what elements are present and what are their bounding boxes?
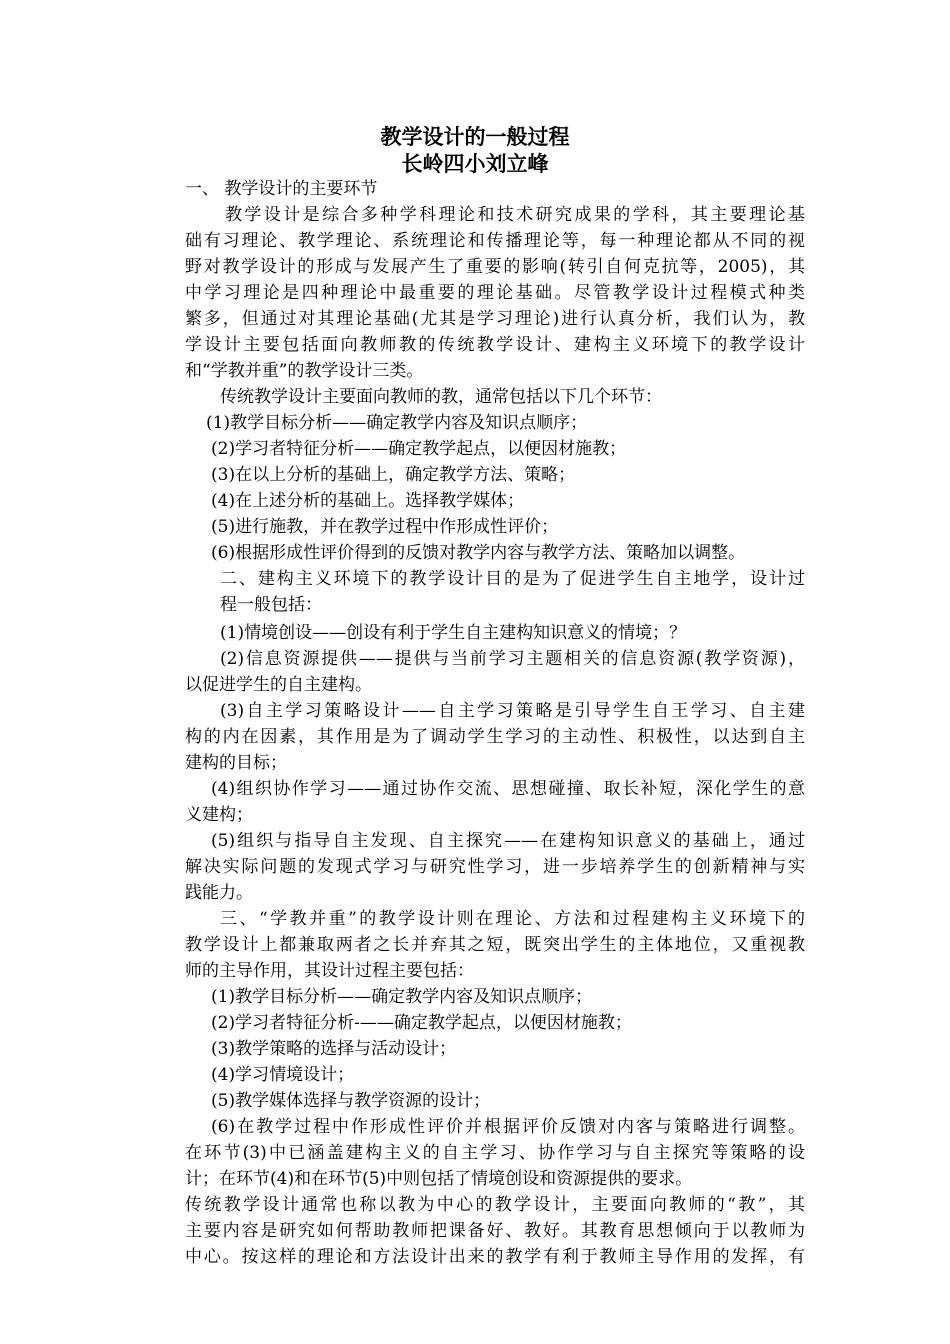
text-line: 践能力。 [185,883,253,903]
list-item: (2)学习者特征分析-——确定教学起点，以便因材施教； [211,1013,632,1033]
document-title: 教学设计的一般过程 [380,124,570,149]
list-item: (2)信息资源提供——提供与当前学习主题相关的信息资源(教学资源)， [220,649,805,669]
text-line: 野对教学设计的形成与发展产生了重要的影响(转引自何克抗等，2005)，其 [185,257,805,277]
list-item: (4)在上述分析的基础上。选择教学媒体； [211,491,525,511]
section-heading-1: 一、 教学设计的主要环节 [185,179,378,199]
list-item: (4)组织协作学习——通过协作交流、思想碰撞、取长补短，深化学生的意 [211,779,805,799]
list-item: (3)自主学习策略设计——自主学习策略是引导学生自王学习、自主建 [220,701,805,721]
list-item: (3)在以上分析的基础上，确定教学方法、策略； [211,465,576,485]
text-line: 计；在环节(4)和在环节(5)中则包括了情境创设和资源提供的要求。 [185,1169,693,1189]
list-item: (4)学习情境设计； [211,1065,355,1085]
section-heading-3: 三、“学教并重”的教学设计则在理论、方法和过程建构主义环境下的 [220,909,805,929]
text-line: 程一般包括： [220,595,322,615]
text-line: 繁多，但通过对其理论基础(尤其是学习理论)进行认真分析，我们认为，教 [185,309,805,329]
text-line: 传统教学设计主要面向教师的教，通常包括以下几个环节： [220,387,662,407]
text-line: 师的主导作用，其设计过程主要包括： [185,961,474,981]
text-line: 以促进学生的自主建构。 [185,675,372,695]
text-line: 建构的目标； [185,753,287,773]
text-line: 义建构； [185,805,253,825]
section-heading-2: 二、建构主义环境下的教学设计目的是为了促进学生自主地学，设计过 [220,569,805,589]
list-item: (1)教学目标分析——确定教学内容及知识点顺序； [211,987,593,1007]
list-item: (6)在教学过程中作形成性评价并根据评价反馈对内客与策略进行调整。 [211,1117,805,1137]
text-line: 教学设计上都兼取两者之长并弃其之短，既突出学生的主体地位，又重视教 [185,935,805,955]
list-item: (2)学习者特征分析——确定教学起点，以便因材施教； [211,439,627,459]
list-item: (1)情境创设——创设有利于学生自主建构知识意义的情境；？ [220,623,687,643]
list-item: (5)进行施教，并在教学过程中作形成性评价； [211,517,559,537]
list-item: (6)根据形成性评价得到的反馈对教学内容与教学方法、策略加以调整。 [211,543,746,563]
list-item: (5)组织与指导自主发现、自主探究——在建构知识意义的基础上，通过 [211,831,805,851]
text-line: 学设计主要包括面向教师教的传统教学设计、建构主义环境下的教学设计 [185,335,805,355]
text-line: 主要内容是研究如何帮助教师把课备好、教好。其教育思想倾向于以教师为 [185,1221,805,1241]
list-item: (3)教学策略的选择与活动设计； [211,1039,457,1059]
document-author: 长岭四小刘立峰 [401,151,549,176]
text-line: 中学习理论是四种理论中最重要的理论基础。尽管教学设计过程模式种类 [185,283,805,303]
text-line: 和“学教并重”的教学设计三类。 [185,361,424,381]
text-line: 构的内在因素，其作用是为了调动学生学习的主动性、积极性，以达到自主 [185,727,805,747]
list-item: (5)教学媒体选择与教学资源的设计； [211,1091,491,1111]
text-line: 传统教学设计通常也称以教为中心的教学设计，主要面向教师的“教”，其 [185,1195,805,1215]
text-line: 础有习理论、教学理论、系统理论和传播理论等，每一种理论都从不同的视 [185,231,805,251]
text-line: 教学设计是综合多种学科理论和技术研究成果的学科，其主要理论基 [225,205,805,225]
text-line: 解决实际问题的发现式学习与研究性学习，进一步培养学生的创新精神与实 [185,857,805,877]
list-item: (1)教学目标分析——确定教学内容及知识点顺序； [206,413,588,433]
text-line: 中心。按这样的理论和方法设计出来的教学有利于教师主导作用的发挥，有 [185,1247,805,1267]
text-line: 在环节(3)中已涵盖建构主义的自主学习、协作学习与自主探究等策略的设 [185,1143,805,1163]
